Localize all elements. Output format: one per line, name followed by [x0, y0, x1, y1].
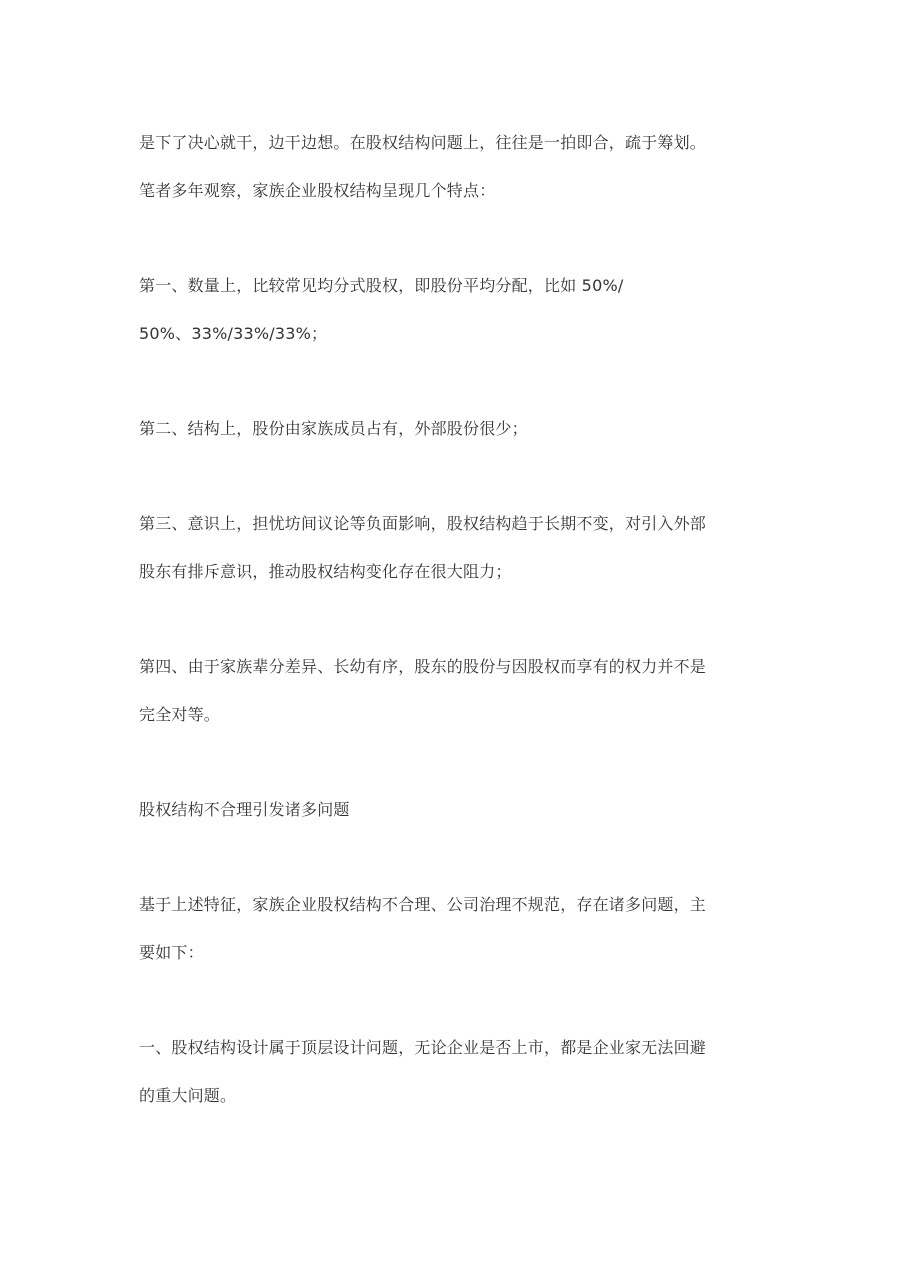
list-item-first-continuation: 50%、33%/33%/33%； [139, 324, 328, 343]
list-item-third-line: 第三、意识上，担忧坊间议论等负面影响，股权结构趋于长期不变，对引入外部 [139, 514, 707, 533]
paragraph-line: 是下了决心就干，边干边想。在股权结构问题上，往往是一拍即合，疏于筹划。 [139, 133, 707, 152]
list-item-second: 第二、结构上，股份由家族成员占有，外部股份很少； [139, 419, 528, 438]
list-item-third-continuation: 股东有排斥意识，推动股权结构变化存在很大阻力； [139, 562, 512, 581]
paragraph-line: 基于上述特征，家族企业股权结构不合理、公司治理不规范，存在诸多问题，主 [139, 895, 707, 914]
section-heading: 股权结构不合理引发诸多问题 [139, 800, 350, 819]
paragraph-line: 笔者多年观察，家族企业股权结构呈现几个特点： [139, 181, 496, 200]
list-item-fourth-continuation: 完全对等。 [139, 705, 221, 724]
problem-item-first-line: 一、股权结构设计属于顶层设计问题，无论企业是否上市，都是企业家无法回避 [139, 1038, 707, 1057]
list-item-fourth-line: 第四、由于家族辈分差异、长幼有序，股东的股份与因股权而享有的权力并不是 [139, 657, 707, 676]
paragraph-continuation: 要如下： [139, 943, 204, 962]
problem-item-first-continuation: 的重大问题。 [139, 1086, 237, 1105]
list-item-first-line: 第一、数量上，比较常见均分式股权，即股份平均分配，比如 50%/ [139, 276, 624, 295]
